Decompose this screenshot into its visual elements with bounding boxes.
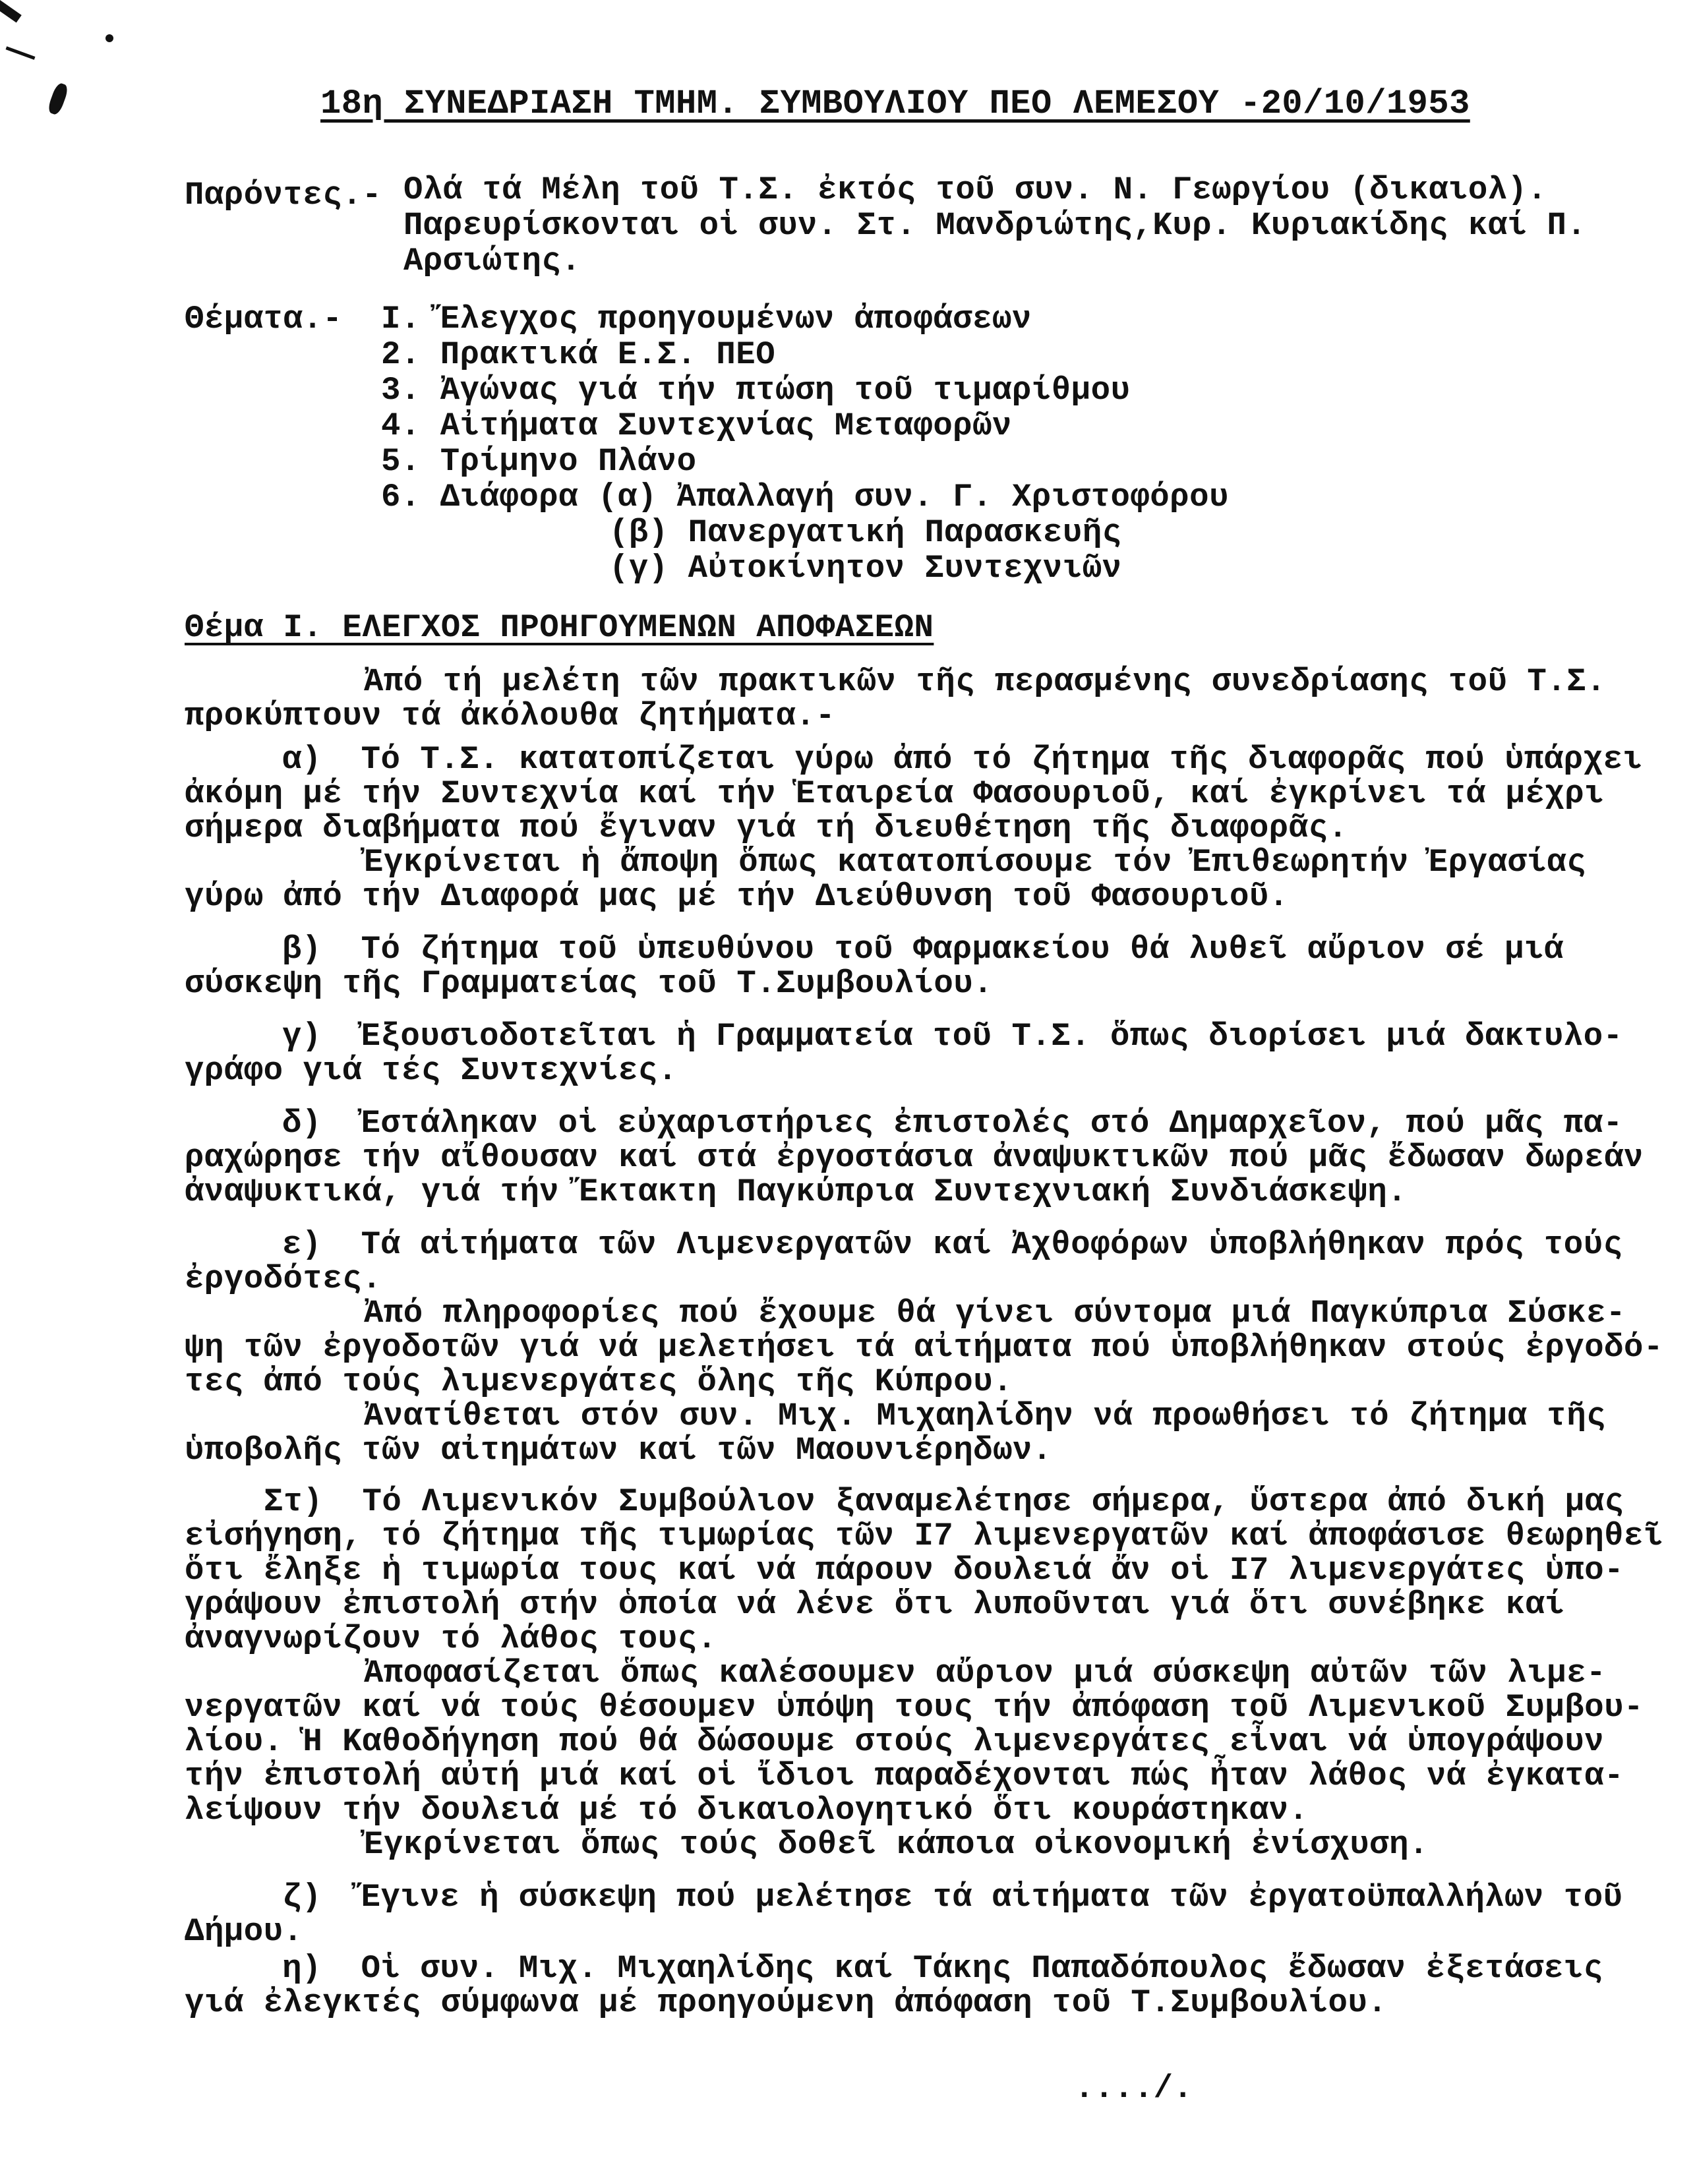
body-line: ὅτι ἔληξε ἡ τιμωρία τους καί νά πάρουν δουλειά ἄν οἱ I7 λιμενεργάτες ὑπο- [185, 1552, 1624, 1589]
present-label: Παρόντες.- [185, 177, 382, 214]
body-line: η) Οἱ συν. Μιχ. Μιχαηλίδης καί Τάκης Παπαδόπουλος ἔδωσαν ἐξετάσεις [282, 1950, 1603, 1987]
continuation-mark: ..../. [1075, 2070, 1193, 2107]
body-line: Ἀπό τή μελέτη τῶν πρακτικῶν τῆς περασμένης συνεδρίασης τοῦ Τ.Σ. [364, 663, 1607, 700]
body-line: ὑποβολῆς τῶν αἰτημάτων καί τῶν Μαουνιέρηδων. [185, 1432, 1052, 1469]
body-line: προκύπτουν τά ἀκόλουθα ζητήματα.- [185, 697, 835, 734]
topic-subitem: (β) Πανεργατική Παρασκευῆς [609, 514, 1122, 551]
page-title: 18η ΣΥΝΕΔΡΙΑΣΗ ΤΜΗΜ. ΣΥΜΒΟΥΛΙΟΥ ΠΕΟ ΛΕΜΕΣΟΥ -20/10/1953 [320, 84, 1470, 123]
body-line: νεργατῶν καί νά τούς θέσουμεν ὑπόψη τους τήν ἀπόφαση τοῦ Λιμενικοῦ Συμβου- [185, 1689, 1644, 1726]
body-line: Στ) Τό Λιμενικόν Συμβούλιον ξαναμελέτησε σήμερα, ὕστερα ἀπό δική μας [264, 1483, 1624, 1520]
topic-item: I. Ἔλεγχος προηγουμένων ἀποφάσεων [381, 301, 1032, 338]
topics-label: Θέματα.- [185, 301, 343, 338]
present-line: Ολά τά Μέλη τοῦ Τ.Σ. ἐκτός τοῦ συν. Ν. Γεωργίου (δικαιολ). [403, 171, 1547, 208]
body-line: ἀναγνωρίζουν τό λάθος τους. [185, 1620, 717, 1657]
body-line: Ἀνατίθεται στόν συν. Μιχ. Μιχαηλίδην νά προωθήσει τό ζήτημα τῆς [364, 1398, 1607, 1434]
body-line: εἰσήγηση, τό ζήτημα τῆς τιμωρίας τῶν I7 λιμενεργατῶν καί ἀποφάσισε θεωρηθεῖ [185, 1518, 1663, 1554]
body-line: λείψουν τήν δουλειά μέ τό δικαιολογητικό ὅτι κουράστηκαν. [185, 1792, 1309, 1829]
body-line: ραχώρησε τήν αἴθουσαν καί στά ἐργοστάσια ἀναψυκτικῶν πού μᾶς ἔδωσαν δωρεάν [185, 1139, 1644, 1176]
body-line: ἀναψυκτικά, γιά τήν Ἔκτακτη Παγκύπρια Συντεχνιακή Συνδιάσκεψη. [185, 1173, 1408, 1210]
corner-mark [105, 34, 113, 42]
body-line: ζ) Ἔγινε ἡ σύσκεψη πού μελέτησε τά αἰτήματα τῶν ἐργατοϋπαλλήλων τοῦ [282, 1879, 1623, 1916]
topic-item: 5. Τρίμηνο Πλάνο [381, 443, 697, 480]
body-line: ἀκόμη μέ τήν Συντεχνία καί τήν Ἑταιρεία Φασουριοῦ, καί ἐγκρίνει τά μέχρι [185, 775, 1605, 812]
corner-mark [6, 46, 36, 59]
body-line: Ἐγκρίνεται ὅπως τούς δοθεῖ κάποια οἰκονομική ἐνίσχυση. [364, 1826, 1429, 1863]
corner-mark [0, 0, 22, 22]
body-line: γιά ἐλεγκτές σύμφωνα μέ προηγούμενη ἀπόφαση τοῦ Τ.Συμβουλίου. [185, 1984, 1388, 2021]
topic-item: 2. Πρακτικά Ε.Σ. ΠΕΟ [381, 336, 776, 373]
body-line: σύσκεψη τῆς Γραμματείας τοῦ Τ.Συμβουλίου. [185, 965, 994, 1002]
body-line: β) Τό ζήτημα τοῦ ὑπευθύνου τοῦ Φαρμακείου θά λυθεῖ αὔριον σέ μιά [282, 931, 1564, 968]
body-line: Ἀποφασίζεται ὅπως καλέσουμεν αὔριον μιά σύσκεψη αὐτῶν τῶν λιμε- [364, 1655, 1607, 1692]
body-line: γράψουν ἐπιστολή στήν ὁποία νά λένε ὅτι λυποῦνται γιά ὅτι συνέβηκε καί [185, 1586, 1565, 1623]
body-line: τες ἀπό τούς λιμενεργάτες ὅλης τῆς Κύπρου. [185, 1363, 1013, 1400]
body-line: ψη τῶν ἐργοδοτῶν γιά νά μελετήσει τά αἰτήματα πού ὑποβλήθηκαν στούς ἐργοδό- [185, 1329, 1663, 1366]
present-line: Παρευρίσκονται οἱ συν. Στ. Μανδριώτης,Κυρ. Κυριακίδης καί Π. [403, 207, 1587, 244]
topic-item: 4. Αἰτήματα Συντεχνίας Μεταφορῶν [381, 407, 1012, 444]
body-line: γ) Ἐξουσιοδοτεῖται ἡ Γραμματεία τοῦ Τ.Σ. ὅπως διορίσει μιά δακτυλο- [282, 1018, 1623, 1055]
body-line: α) Τό Τ.Σ. κατατοπίζεται γύρω ἀπό τό ζήτημα τῆς διαφορᾶς πού ὑπάρχει [282, 741, 1643, 778]
body-line: γύρω ἀπό τήν Διαφορά μας μέ τήν Διεύθυνση τοῦ Φασουριοῦ. [185, 878, 1289, 915]
body-line: γράφο γιά τές Συντεχνίες. [185, 1052, 678, 1089]
body-line: λίου. Ἡ Καθοδήγηση πού θά δώσουμε στούς λιμενεργάτες εἶναι νά ὑπογράψουν [185, 1723, 1605, 1760]
margin-mark [46, 82, 69, 116]
body-line: Ἀπό πληροφορίες πού ἔχουμε θά γίνει σύντομα μιά Παγκύπρια Σύσκε- [364, 1295, 1626, 1332]
topic-subitem: (γ) Αὐτοκίνητον Συντεχνιῶν [609, 550, 1122, 587]
body-line: Ἐγκρίνεται ἡ ἄποψη ὅπως κατατοπίσουμε τόν Ἐπιθεωρητήν Ἐργασίας [364, 844, 1587, 881]
present-line: Αρσιώτης. [403, 243, 581, 280]
topic-item: 6. Διάφορα (α) Ἀπαλλαγή συν. Γ. Χριστοφόρου [381, 479, 1229, 516]
body-line: Δήμου. [185, 1913, 303, 1950]
body-line: ε) Τά αἰτήματα τῶν Λιμενεργατῶν καί Ἀχθοφόρων ὑποβλήθηκαν πρός τούς [282, 1226, 1623, 1263]
body-line: ἐργοδότες. [185, 1260, 382, 1297]
body-line: σήμερα διαβήματα πού ἔγιναν γιά τή διευθέτηση τῆς διαφορᾶς. [185, 810, 1348, 846]
topic-item: 3. Ἀγώνας γιά τήν πτώση τοῦ τιμαρίθμου [381, 372, 1131, 409]
body-line: τήν ἐπιστολή αὐτή μιά καί οἱ ἴδιοι παραδέχονται πώς ἦταν λάθος νά ἐγκατα- [185, 1757, 1624, 1794]
body-line: δ) Ἐστάληκαν οἱ εὐχαριστήριες ἐπιστολές στό Δημαρχεῖον, πού μᾶς πα- [282, 1105, 1623, 1142]
section-heading: Θέμα I. ΕΛΕΓΧΟΣ ΠΡΟΗΓΟΥΜΕΝΩΝ ΑΠΟΦΑΣΕΩΝ [185, 609, 934, 646]
